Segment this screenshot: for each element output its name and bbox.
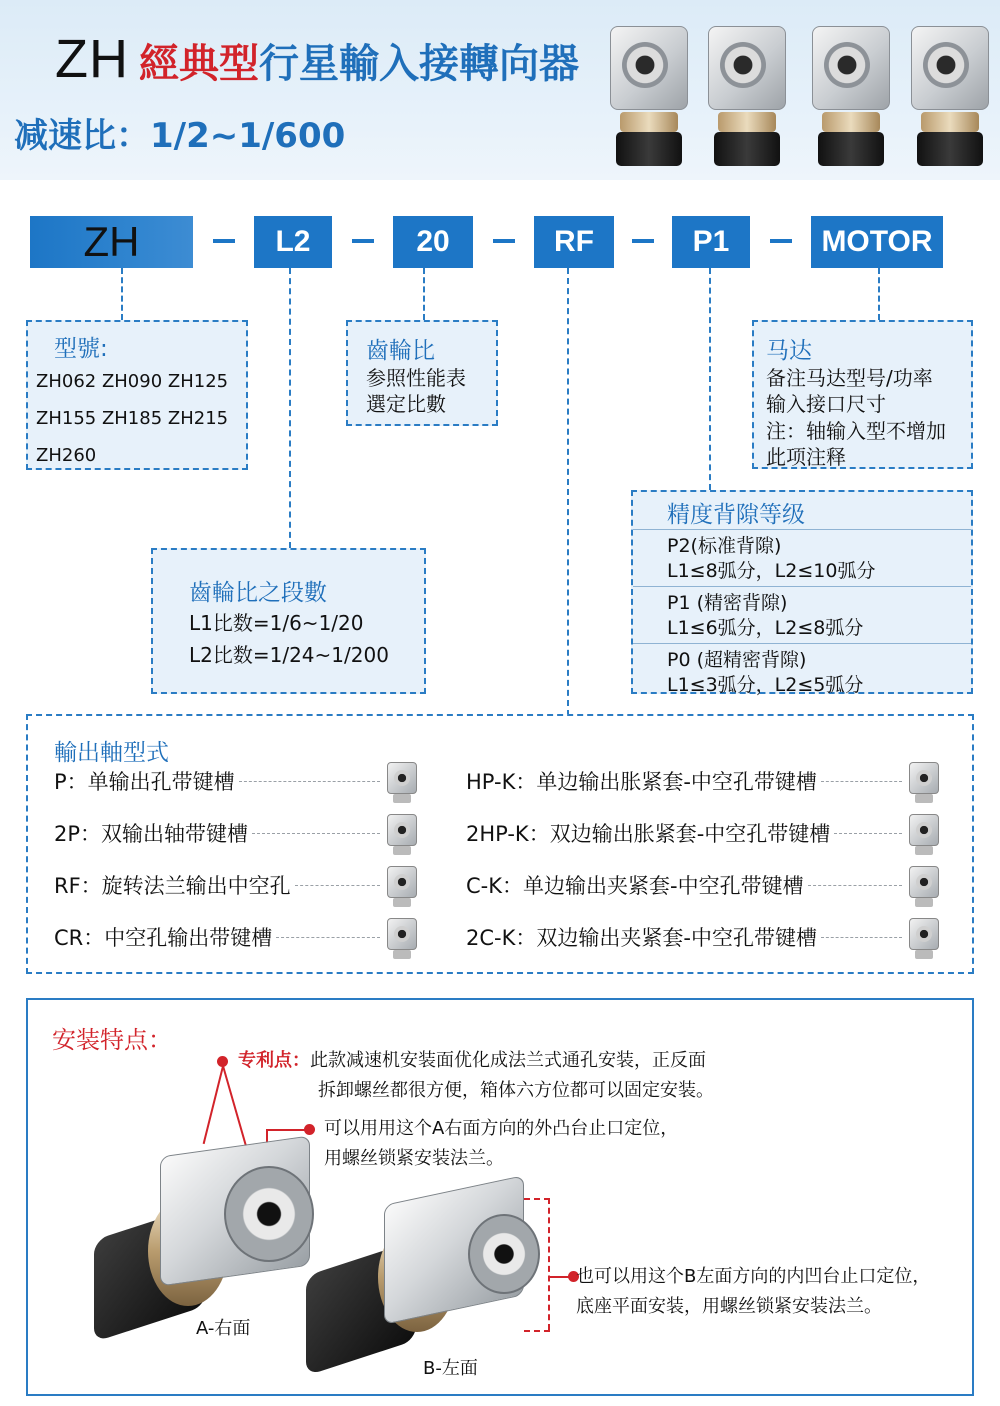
b-note-text: 也可以用这个B左面方向的内凹台止口定位， [576, 1266, 931, 1287]
leader-line [821, 937, 902, 938]
a-note-text: 可以用用这个A右面方向的外凸台止口定位， [324, 1118, 679, 1139]
motor-line: 此项注释 [766, 445, 846, 470]
patent-text: 此款减速机安装面优化成法兰式通孔安装，正反面 [310, 1050, 706, 1071]
gear-ratio-box [346, 320, 498, 426]
output-label: C-K：单边输出夹紧套-中空孔带键槽 [466, 874, 804, 898]
code-dash [352, 239, 374, 243]
install-section [26, 998, 974, 1396]
leader-line [808, 885, 902, 886]
gear-ratio-heading: 齒輪比 [366, 338, 435, 364]
pointer-dash [524, 1198, 550, 1200]
code-stage: L2 [254, 216, 332, 268]
precision-value: L1≤8弧分，L2≤10弧分 [667, 560, 876, 583]
motor-line: 注：轴输入型不增加 [766, 418, 946, 443]
product-photo-2 [702, 20, 792, 170]
stage-line: L1比数=1/6~1/20 [189, 611, 364, 635]
gearbox-thumbnail [906, 810, 942, 856]
code-dash [632, 239, 654, 243]
gear-ratio-line: 選定比數 [366, 392, 446, 417]
output-label: 2P：双输出轴带键槽 [54, 822, 249, 846]
title-classic: 經典型 [138, 41, 259, 87]
code-dash [493, 239, 515, 243]
gearbox-thumbnail [384, 914, 420, 960]
pointer-dash [524, 1330, 550, 1332]
connector-line [709, 268, 711, 490]
product-photo-3 [806, 20, 896, 170]
gearbox-thumbnail [384, 862, 420, 908]
output-item [54, 912, 420, 962]
patent-note [238, 1046, 714, 1106]
code-dash [213, 239, 235, 243]
gear-ratio-line: 参照性能表 [366, 366, 466, 390]
page-title [55, 28, 579, 90]
reduction-ratio: 减速比：1/2~1/600 [14, 116, 346, 156]
model-heading: 型號: [54, 336, 108, 362]
output-label: 2HP-K：双边输出胀紧套-中空孔带键槽 [466, 822, 831, 846]
motor-line: 输入接口尺寸 [766, 392, 886, 417]
output-heading: 輸出軸型式 [54, 740, 169, 766]
precision-box [631, 490, 973, 697]
code-motor: MOTOR [811, 216, 943, 268]
precision-row [633, 643, 971, 700]
patent-text: 拆卸螺丝都很方便，箱体六方位都可以固定安装。 [318, 1080, 714, 1101]
leader-line [834, 833, 902, 834]
stage-box [151, 548, 426, 694]
output-shaft-section [26, 714, 974, 974]
gearbox-thumbnail [384, 810, 420, 856]
precision-heading: 精度背隙等级 [667, 502, 805, 528]
precision-name: P1 (精密背隙) [667, 592, 788, 615]
output-item [466, 912, 942, 962]
pointer-line [203, 1066, 224, 1144]
code-dash [770, 239, 792, 243]
pointer-line [266, 1129, 306, 1131]
output-item [466, 808, 942, 858]
connector-line [567, 268, 569, 716]
connector-line [878, 268, 880, 320]
precision-name: P0 (超精密背隙) [667, 649, 807, 672]
title-model: ZH [55, 29, 129, 89]
model-line: ZH062 ZH090 ZH125 [36, 371, 229, 392]
product-photo-4 [905, 20, 995, 170]
caption-b: B-左面 [423, 1358, 478, 1379]
precision-row [633, 529, 971, 586]
patent-label: 专利点： [238, 1050, 310, 1071]
precision-value: L1≤6弧分，L2≤8弧分 [667, 617, 864, 640]
code-output: RF [534, 216, 614, 268]
connector-line [423, 268, 425, 320]
stage-heading: 齒輪比之段數 [189, 580, 327, 606]
output-label: P：单输出孔带键槽 [54, 770, 235, 794]
model-box [26, 320, 248, 470]
b-face-note [576, 1262, 930, 1322]
output-label: CR：中空孔输出带键槽 [54, 926, 273, 950]
output-item [54, 756, 420, 806]
a-face-note [324, 1114, 678, 1174]
precision-name: P2(标准背隙) [667, 535, 782, 557]
header-banner [0, 0, 1000, 180]
output-label: RF：旋转法兰输出中空孔 [54, 874, 291, 898]
gearbox-thumbnail [384, 758, 420, 804]
b-note-text: 底座平面安装，用螺丝锁紧安装法兰。 [576, 1296, 882, 1317]
gearbox-thumbnail [906, 862, 942, 908]
pointer-dash [548, 1198, 550, 1330]
gearbox-thumbnail [906, 914, 942, 960]
output-item [54, 860, 420, 910]
precision-value: L1≤3弧分，L2≤5弧分 [667, 674, 864, 697]
connector-line [289, 268, 291, 548]
caption-a: A-右面 [196, 1318, 251, 1339]
output-label: HP-K：单边输出胀紧套-中空孔带键槽 [466, 770, 817, 794]
code-model: ZH [30, 216, 193, 268]
title-product: 行星輸入接轉向器 [258, 41, 579, 87]
gearbox-thumbnail [906, 758, 942, 804]
output-item [466, 756, 942, 806]
motor-heading: 马达 [766, 338, 812, 364]
leader-line [239, 781, 380, 782]
motor-box [752, 320, 973, 469]
model-line: ZH155 ZH185 ZH215 [36, 408, 229, 429]
install-heading: 安装特点： [52, 1026, 172, 1054]
precision-row [633, 586, 971, 643]
code-precision: P1 [672, 216, 750, 268]
model-line: ZH260 [36, 445, 97, 466]
motor-line: 备注马达型号/功率 [766, 366, 933, 390]
code-ratio: 20 [393, 216, 473, 268]
a-note-text: 用螺丝锁紧安装法兰。 [324, 1148, 504, 1169]
leader-line [821, 781, 902, 782]
leader-line [276, 937, 380, 938]
product-photo-1 [604, 20, 694, 170]
output-label: 2C-K：双边输出夹紧套-中空孔带键槽 [466, 926, 817, 950]
stage-line: L2比数=1/24~1/200 [189, 643, 389, 667]
leader-line [252, 833, 380, 834]
output-item [54, 808, 420, 858]
output-item [466, 860, 942, 910]
leader-line [295, 885, 380, 886]
connector-line [121, 268, 123, 320]
